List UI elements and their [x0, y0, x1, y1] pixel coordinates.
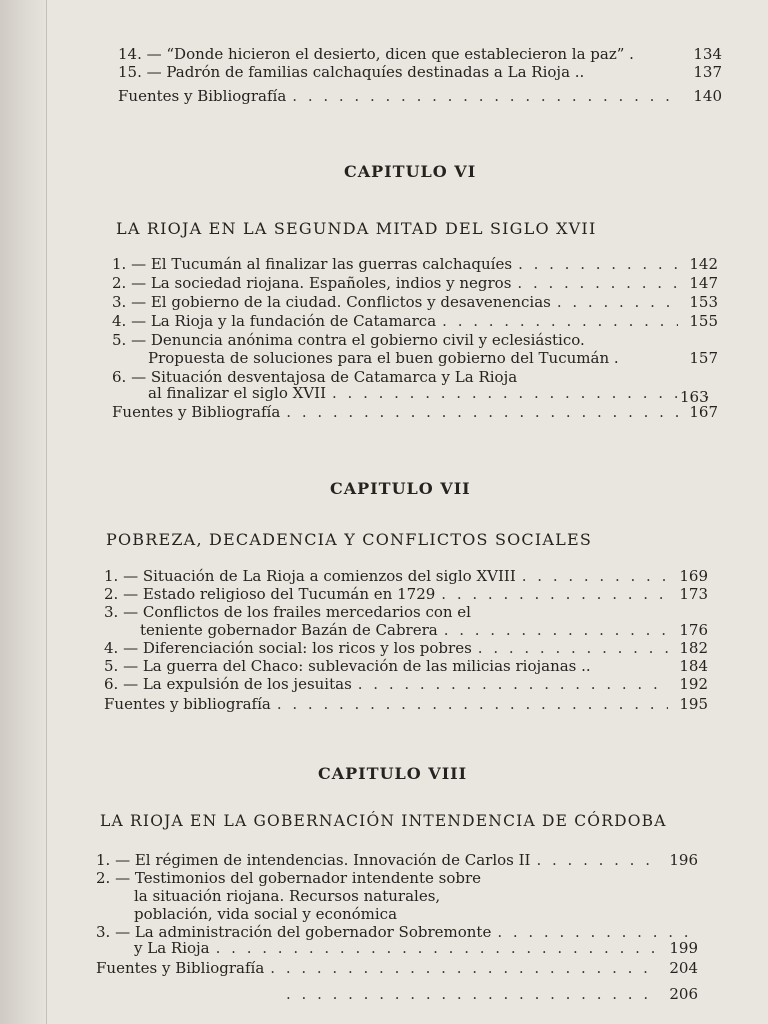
entry-page: 155 — [689, 312, 718, 330]
leader-dots — [441, 586, 668, 603]
chapter-heading: CAPITULO VII — [330, 479, 471, 498]
leader-dots — [522, 568, 668, 585]
toc-entry — [104, 658, 708, 675]
leader-dots — [286, 404, 678, 421]
toc-entry — [112, 313, 718, 330]
toc-entry — [96, 870, 698, 887]
entry-page: 169 — [679, 567, 708, 585]
entry-text: 3. — La administración del gobernador Sobremonte — [96, 923, 492, 941]
leader-dots — [517, 275, 678, 292]
entry-text: 5. — Denuncia anónima contra el gobierno civil y eclesiástico. — [112, 331, 585, 349]
chapter-heading: CAPITULO VIII — [318, 764, 468, 783]
chapter-title: LA RIOJA EN LA SEGUNDA MITAD DEL SIGLO XVII — [116, 219, 597, 238]
toc-entry — [118, 88, 722, 105]
toc-entry — [104, 640, 708, 657]
chapter-heading: CAPITULO VI — [344, 162, 477, 181]
entry-page: 182 — [679, 639, 708, 657]
toc-entry — [118, 64, 722, 81]
toc-entry — [112, 294, 718, 311]
entry-text: 15. — Padrón de familias calchaquíes destinadas a La Rioja .. — [118, 63, 585, 81]
entry-page: 140 — [693, 87, 722, 105]
toc-entry — [280, 986, 698, 1003]
toc-entry — [96, 960, 698, 977]
entry-text: y La Rioja — [134, 939, 210, 957]
leader-dots — [478, 640, 668, 657]
toc-entry — [104, 568, 708, 585]
leader-dots — [442, 313, 678, 330]
entry-text: 4. — La Rioja y la fundación de Catamarca — [112, 312, 437, 330]
toc-entry — [112, 256, 718, 273]
toc-entry — [148, 385, 718, 402]
entry-page: 204 — [669, 959, 698, 977]
entry-text: 2. — La sociedad riojana. Españoles, indios y negros — [112, 274, 512, 292]
entry-text: Fuentes y Bibliografía — [112, 403, 281, 421]
entry-page: 184 — [679, 657, 708, 675]
entry-page: 153 — [689, 293, 718, 311]
entry-page: 199 — [669, 939, 698, 957]
toc-entry — [118, 46, 722, 63]
toc-entry — [134, 940, 698, 957]
toc-entry — [96, 852, 698, 869]
leader-dots — [216, 940, 658, 957]
toc-entry — [112, 404, 718, 421]
toc-entry — [104, 676, 708, 693]
entry-page: 192 — [679, 675, 708, 693]
toc-entry — [104, 696, 708, 713]
entry-page: 195 — [679, 695, 708, 713]
entry-page: 142 — [689, 255, 718, 273]
entry-page: 137 — [693, 63, 722, 81]
entry-text: 4. — Diferenciación social: los ricos y los pobres — [104, 639, 472, 657]
toc-entry — [134, 888, 698, 905]
entry-text: 2. — Testimonios del gobernador intendente sobre — [96, 869, 482, 887]
toc-entry — [140, 622, 708, 639]
entry-text: 1. — Situación de La Rioja a comienzos del siglo XVIII — [104, 567, 516, 585]
toc-entry — [134, 906, 698, 923]
entry-page: 196 — [669, 851, 698, 869]
entry-page: 173 — [679, 585, 708, 603]
entry-text: 3. — El gobierno de la ciudad. Conflictos y desavenencias — [112, 293, 551, 311]
entry-text: 1. — El régimen de intendencias. Innovación de Carlos II — [96, 851, 531, 869]
leader-dots — [270, 960, 658, 977]
leader-dots — [277, 696, 668, 713]
entry-text: 6. — Situación desventajosa de Catamarca y La Rioja — [112, 368, 518, 386]
entry-text: 14. — “Donde hicieron el desierto, dicen que establecieron la paz” . — [118, 45, 634, 63]
entry-page: 163 — [680, 388, 709, 406]
entry-text: la situación riojana. Recursos naturales, — [134, 887, 441, 905]
entry-text: 2. — Estado religioso del Tucumán en 1729 — [104, 585, 436, 603]
leader-dots — [536, 852, 658, 869]
entry-text: Propuesta de soluciones para el buen gobierno del Tucumán . — [148, 349, 619, 367]
toc-entry — [104, 604, 708, 621]
leader-dots — [286, 986, 658, 1003]
entry-text: Fuentes y Bibliografía — [96, 959, 265, 977]
entry-text: 3. — Conflictos de los frailes mercedarios con el — [104, 603, 471, 621]
chapter-title: LA RIOJA EN LA GOBERNACIÓN INTENDENCIA DE CÓRDOBA — [100, 812, 667, 830]
leader-dots — [332, 385, 712, 402]
leader-dots — [557, 294, 678, 311]
entry-text: población, vida social y económica — [134, 905, 398, 923]
chapter-title: POBREZA, DECADENCIA Y CONFLICTOS SOCIALES — [106, 530, 593, 549]
entry-text: 6. — La expulsión de los jesuitas — [104, 675, 352, 693]
entry-page: 134 — [693, 45, 722, 63]
entry-page: 167 — [689, 403, 718, 421]
entry-text: 5. — La guerra del Chaco: sublevación de las milicias riojanas .. — [104, 657, 591, 675]
leader-dots — [292, 88, 682, 105]
leader-dots — [518, 256, 678, 273]
toc-entry — [112, 332, 718, 349]
toc-entry — [104, 586, 708, 603]
entry-text: al finalizar el siglo XVII — [148, 384, 326, 402]
entry-text: Fuentes y Bibliografía — [118, 87, 287, 105]
entry-text: Fuentes y bibliografía — [104, 695, 271, 713]
entry-page: 176 — [679, 621, 708, 639]
entry-page: 206 — [669, 985, 698, 1003]
leader-dots — [358, 676, 668, 693]
leader-dots — [497, 924, 692, 941]
entry-page: 147 — [689, 274, 718, 292]
toc-entry — [148, 350, 718, 367]
toc-entry — [112, 275, 718, 292]
leader-dots — [444, 622, 668, 639]
entry-text: teniente gobernador Bazán de Cabrera — [140, 621, 438, 639]
entry-page: 157 — [689, 349, 718, 367]
entry-text: 1. — El Tucumán al finalizar las guerras calchaquíes — [112, 255, 513, 273]
